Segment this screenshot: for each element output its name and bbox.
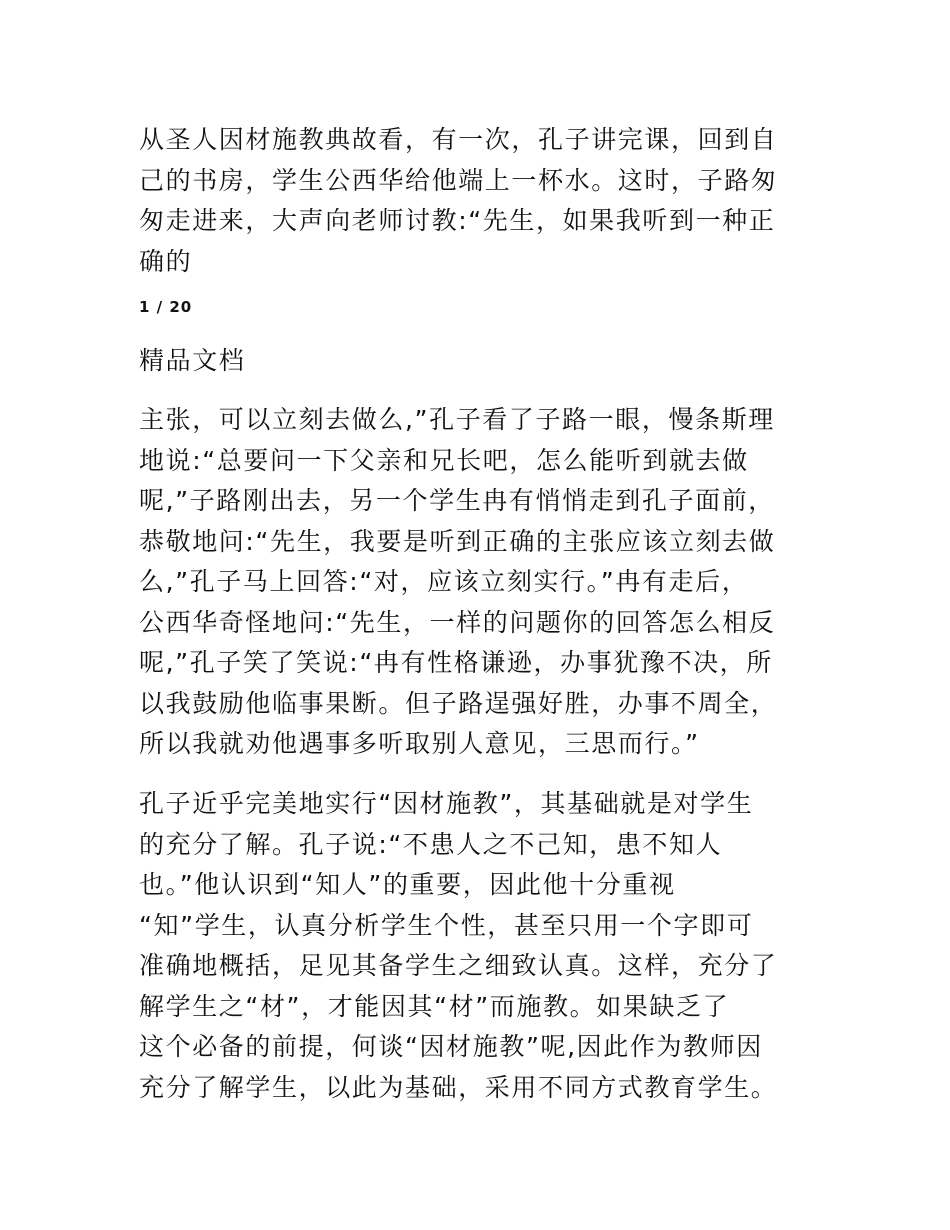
text-line: 确的 — [139, 246, 193, 276]
text-line: 己的书房，学生公西华给他端上一杯水。这时，子路匆 — [139, 165, 778, 195]
body-paragraph — [139, 400, 819, 765]
text-line: 匆走进来，大声向老师讨教:“先生，如果我听到一种正 — [139, 206, 776, 235]
text-line: 呢,”孔子笑了笑说:“冉有性格谦逊，办事犹豫不决，所 — [139, 648, 773, 677]
text-line: 的充分了解。孔子说:“不患人之不己知，患不知人 — [139, 829, 723, 859]
text-line: 也。”他认识到“知人”的重要，因此他十分重视 — [139, 870, 676, 899]
text-line: “知”学生，认真分析学生个性，甚至只用一个字即可 — [139, 910, 754, 940]
text-line: 这个必备的前提，何谈“因材施教”呢,因此作为教师因 — [139, 1032, 763, 1061]
document-header-label: 精品文档 — [139, 346, 246, 375]
text-line: 孔子近乎完美地实行“因材施教”，其基础就是对学生 — [139, 789, 754, 818]
page-number: 1 / 20 — [139, 298, 193, 316]
text-line: 以我鼓励他临事果断。但子路逞强好胜，办事不周全， — [139, 688, 778, 718]
text-line: 公西华奇怪地问:“先生，一样的问题你的回答怎么相反 — [139, 607, 776, 637]
body-paragraph — [139, 784, 819, 1108]
text-line: 地说:“总要问一下父亲和兄长吧，怎么能听到就去做 — [139, 445, 749, 475]
text-line: 解学生之“材”，才能因其“材”而施教。如果缺乏了 — [139, 991, 730, 1021]
text-line: 恭敬地问:“先生，我要是听到正确的主张应该立刻去做 — [139, 526, 776, 556]
text-line: 充分了解学生，以此为基础，采用不同方式教育学生。 — [139, 1072, 778, 1102]
body-paragraph — [139, 120, 819, 282]
text-line: 从圣人因材施教典故看，有一次，孔子讲完课，回到自 — [139, 125, 778, 154]
text-line: 所以我就劝他遇事多听取别人意见，三思而行。” — [139, 729, 700, 758]
text-line: 呢,”子路刚出去，另一个学生冉有悄悄走到孔子面前， — [139, 486, 775, 515]
text-line: 么,”孔子马上回答:“对，应该立刻实行。”冉有走后， — [139, 567, 749, 596]
text-line: 准确地概括，足见其备学生之细致认真。这样，充分了 — [139, 951, 778, 980]
text-line: 主张，可以立刻去做么,”孔子看了子路一眼，慢条斯理 — [139, 405, 775, 434]
